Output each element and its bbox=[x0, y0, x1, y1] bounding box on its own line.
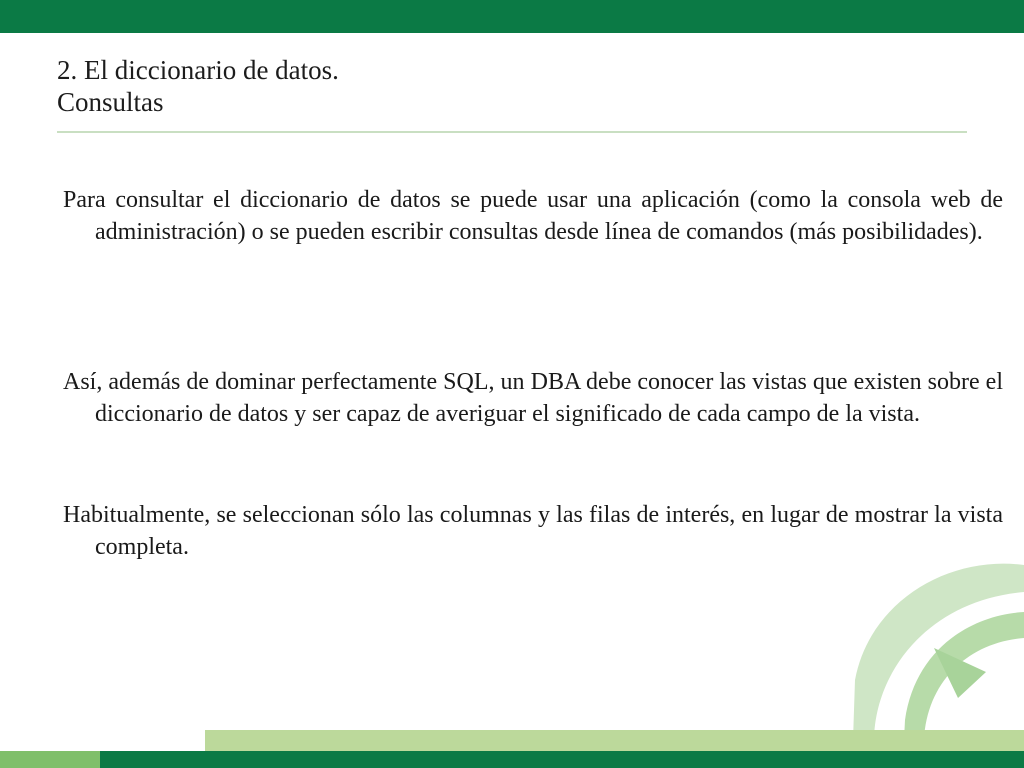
footer-light-band bbox=[205, 730, 1024, 751]
paragraph-3: Habitualmente, se seleccionan sólo las columnas y las filas de interés, en lugar de mostrar la vista completa. bbox=[63, 502, 1003, 560]
footer-corner-band bbox=[0, 751, 100, 768]
top-header-bar bbox=[0, 0, 1024, 33]
title-underline bbox=[57, 131, 967, 133]
slide-title bbox=[57, 54, 957, 118]
logo-icon bbox=[800, 530, 1024, 740]
slide-title-line-1: 2. El diccionario de datos. bbox=[57, 55, 339, 85]
slide-title-line-2: Consultas bbox=[57, 87, 164, 117]
paragraph-1: Para consultar el diccionario de datos se puede usar una aplicación (como la consola web de administración) o se pueden escribir consultas desde línea de comandos (más posibilidades). bbox=[63, 187, 1003, 245]
footer-dark-band bbox=[100, 751, 1024, 768]
paragraph-2: Así, además de dominar perfectamente SQL, un DBA debe conocer las vistas que existen sobre el diccionario de datos y ser capaz de averiguar el significado de cada campo de la vista. bbox=[63, 369, 1003, 427]
